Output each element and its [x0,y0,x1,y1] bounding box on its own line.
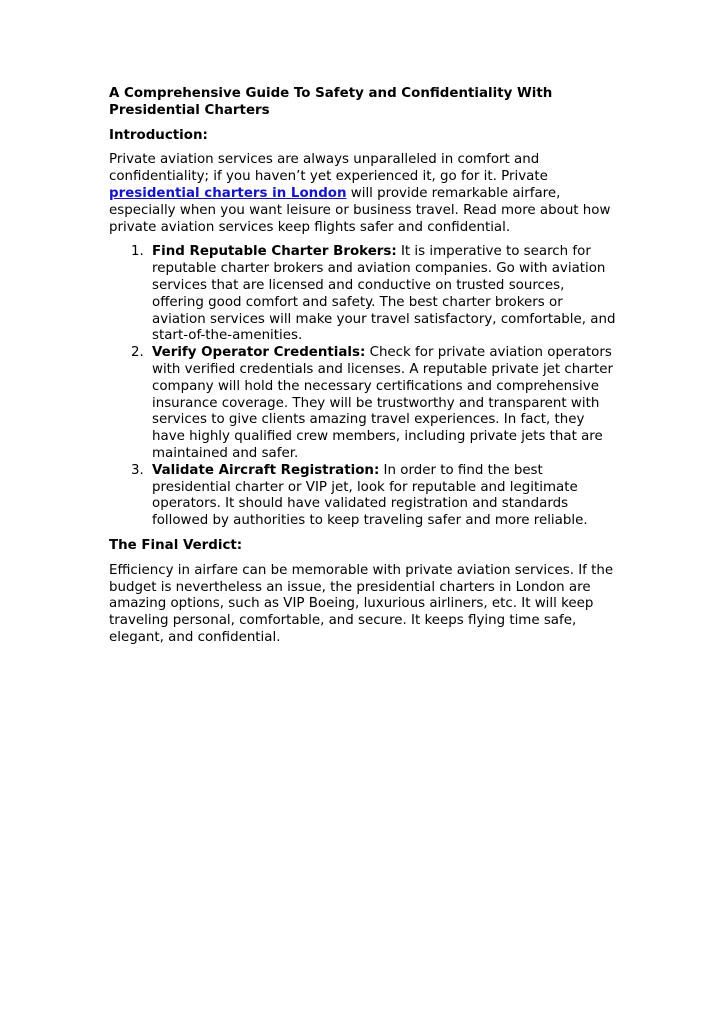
list-item-text: Check for private aviation operators with verified credentials and licenses. A reputable private jet charter company will hold the necessary certifications and comprehensive insurance coverage. They will be trustworthy and transparent with services to give clients amazing travel experiences. In fact, they have highly qualified crew members, including private jets that are maintained and safer. [152,345,613,461]
list-item-title: Validate Aircraft Registration: [152,462,380,478]
presidential-charters-link[interactable]: presidential charters in London [109,185,347,201]
intro-paragraph [109,152,619,236]
document-title: A Comprehensive Guide To Safety and Confidentiality With Presidential Charters [109,86,553,118]
list-item-title: Find Reputable Charter Brokers: [152,244,397,260]
verdict-paragraph: Efficiency in airfare can be memorable with private aviation services. If the budget is nevertheless an issue, the presidential charters in London are amazing options, such as VIP Boeing, luxurious airliners, etc. It will keep traveling personal, comfortable, and secure. It keeps flying time safe, elegant, and confidential. [109,562,614,645]
list-item-number: 1. [131,244,144,260]
list-item-title: Verify Operator Credentials: [152,345,366,361]
tips-list [109,244,619,530]
list-item [109,345,619,463]
list-item [109,463,619,530]
verdict-heading: The Final Verdict: [109,537,243,553]
intro-heading: Introduction: [109,127,208,143]
list-item-number: 3. [131,462,144,478]
list-item-text: In order to find the best presidential charter or VIP jet, look for reputable and legitimate operators. It should have validated registration and standards followed by authorities to keep traveling safer and more reliable. [152,462,588,529]
intro-text-before-link: Private aviation services are always unparalleled in comfort and confidentiality; if you haven’t yet experienced it, go for it. Private [109,152,548,185]
list-item-text: It is imperative to search for reputable charter brokers and aviation companies. Go with aviation services that are licensed and conductive on trusted sources, offering good comfort and safety. The best charter brokers or aviation services will make your travel satisfactory, comfortable, and start-of-the-amenities. [152,244,616,344]
document-page [109,86,619,655]
list-item [109,244,619,345]
intro-text-after-link: will provide remarkable airfare, especially when you want leisure or business travel. Read more about how private aviation services keep flights safer and confidential. [109,185,611,235]
list-item-number: 2. [131,345,144,361]
